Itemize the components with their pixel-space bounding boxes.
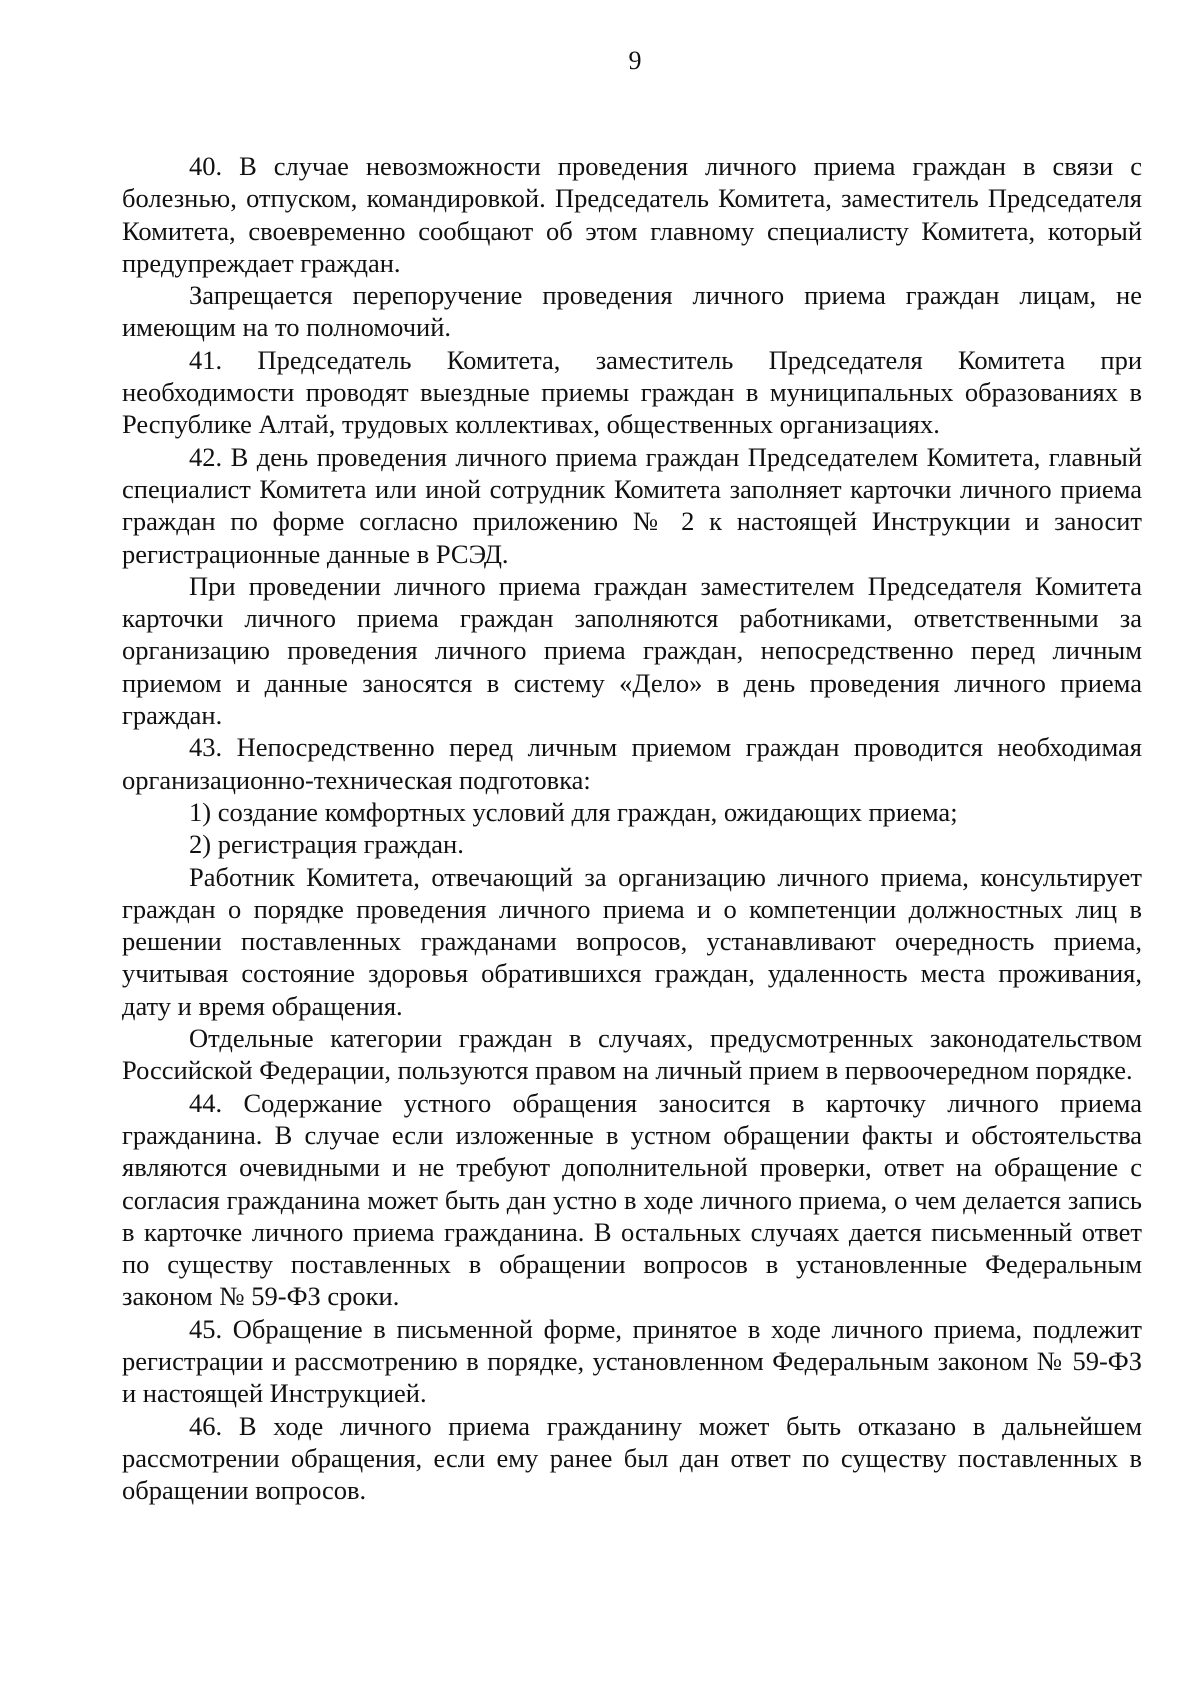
paragraph-43-employee: Работник Комитета, отвечающий за организацию личного приема, консультирует граждан о порядке проведения личного приема и о компетенции должностных лиц в решении поставленных гражданами вопросов, устанавливают очередность приема, учитывая состояние здоровья обратившихся граждан, удаленность места проживания, дату и время обращения.: [122, 861, 1142, 1021]
list-item-1: 1) создание комфортных условий для граждан, ожидающих приема;: [189, 796, 958, 827]
paragraph-43: 43. Непосредственно перед личным приемом граждан проводится необходимая организационно-техническая подготовка:: [122, 732, 1142, 795]
paragraph-46: 46. В ходе личного приема гражданину может быть отказано в дальнейшем рассмотрении обращения, если ему ранее был дан ответ по существу поставленных в обращении вопросов.: [122, 1410, 1142, 1506]
paragraph-44: 44. Содержание устного обращения заносится в карточку личного приема гражданина. В случае если изложенные в устном обращении факты и обстоятельства являются очевидными и не требуют дополнительной проверки, ответ на обращение с согласия гражданина может быть дан устно в ходе личного приема, о чем делается запись в карточке личного приема гражданина. В остальных случаях дается письменный ответ по существу поставленных в обращении вопросов в установленные Федеральным законом № 59-ФЗ сроки.: [122, 1087, 1142, 1312]
paragraph-45: 45. Обращение в письменной форме, принятое в ходе личного приема, подлежит регистрации и рассмотрению в порядке, установленном Федеральным законом № 59-ФЗ и настоящей Инструкцией.: [122, 1313, 1142, 1409]
paragraph-42-deputy: При проведении личного приема граждан заместителем Председателя Комитета карточки личного приема граждан заполняются работниками, ответственными за организацию проведения личного приема граждан, непосредственно перед личным приемом и данные заносятся в систему «Дело» в день проведения личного приема граждан.: [122, 570, 1142, 731]
paragraph-40-prohibition: Запрещается перепоручение проведения личного приема граждан лицам, не имеющим на то полномочий.: [122, 280, 1142, 343]
paragraph-42: 42. В день проведения личного приема граждан Председателем Комитета, главный специалист Комитета или иной сотрудник Комитета заполняет карточки личного приема граждан по форме согласно приложению № 2 к настоящей Инструкции и заносит регистрационные данные в РСЭД.: [122, 441, 1142, 569]
paragraph-40: 40. В случае невозможности проведения личного приема граждан в связи с болезнью, отпуском, командировкой. Председатель Комитета, заместитель Председателя Комитета, своевременно сообщают об этом главному специалисту Комитета, который предупреждает граждан.: [122, 151, 1142, 278]
list-item-2: 2) регистрация граждан.: [189, 829, 464, 860]
paragraph-43-priority: Отдельные категории граждан в случаях, предусмотренных законодательством Российской Федерации, пользуются правом на личный прием в первоочередном порядке.: [122, 1023, 1142, 1086]
paragraph-41: 41. Председатель Комитета, заместитель Председателя Комитета при необходимости проводят выездные приемы граждан в муниципальных образованиях в Республике Алтай, трудовых коллективах, общественных организациях.: [122, 344, 1142, 440]
page-number: 9: [628, 46, 642, 75]
document-body: [122, 150, 1142, 1506]
